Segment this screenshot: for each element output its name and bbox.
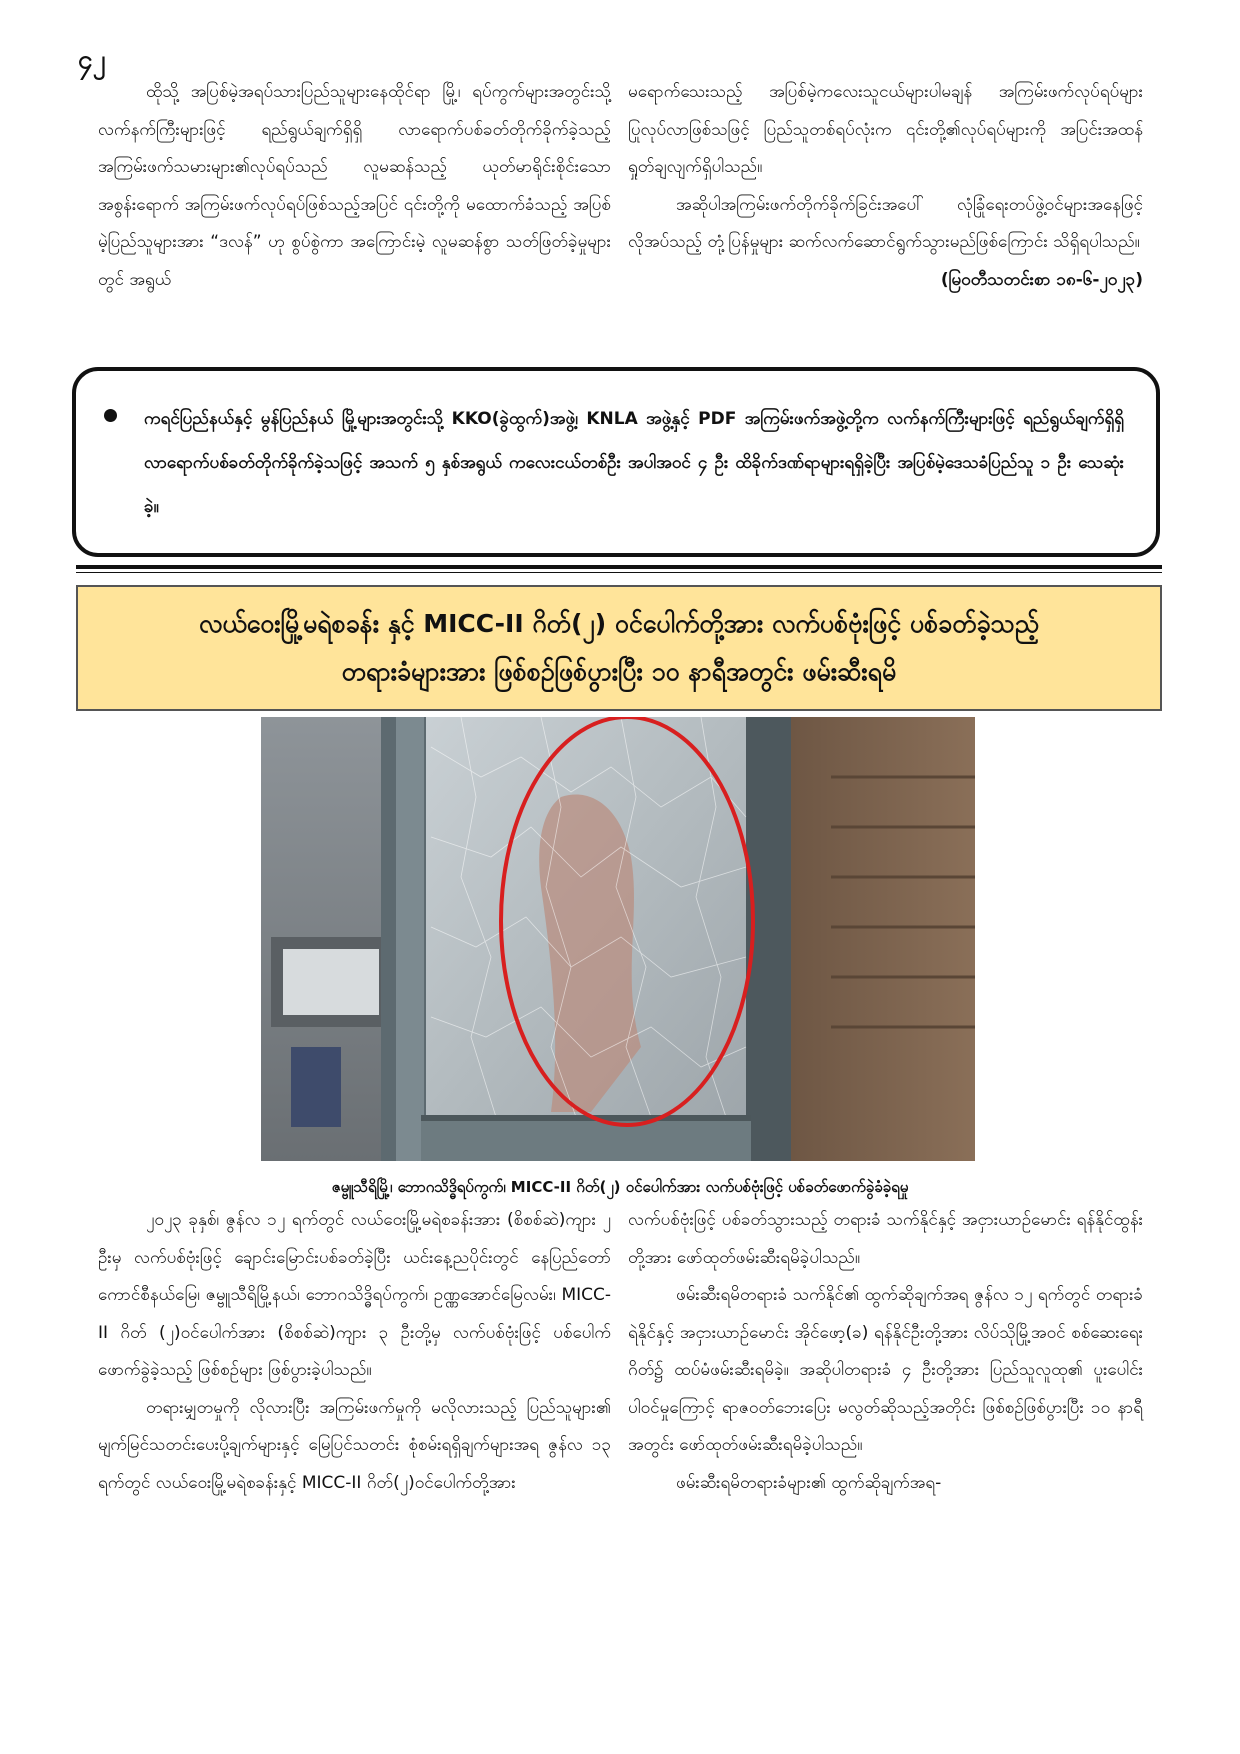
paragraph: ထိုသို့ အပြစ်မဲ့အရပ်သားပြည်သူများနေထိုင်ရာ မြို့၊ ရပ်ကွက်များအတွင်းသို့ လက်နက်ကြီးများဖြင့် ရည်ရွယ်ချက်ရှိရှိ လာရောက်ပစ်ခတ်တိုက်ခိုက်ခဲ့သည့် အကြမ်းဖက်သမားများ၏လုပ်ရပ်သည် လူမဆန်သည့် ယုတ်မာရိုင်းစိုင်းသော အစွန်းရောက် အကြမ်းဖက်လုပ်ရပ်ဖြစ်သည့်အပြင် ၎င်းတို့ကို မထောက်ခံသည့် အပြစ်မဲ့ပြည်သူများအား “ဒလန်” ဟု စွပ်စွဲကာ အကြောင်းမဲ့ လူမဆန်စွာ သတ်ဖြတ်ခဲ့မှုများတွင် အရွယ် <box>98 82 611 290</box>
paragraph: လက်ပစ်ဗုံးဖြင့် ပစ်ခတ်သွားသည့် တရားခံ သက်နိုင်နှင့် အငှားယာဉ်မောင်း ရန်နိုင်ထွန်းတို့အား ဖော်ထုတ်ဖမ်းဆီးရမိခဲ့ပါသည်။ <box>628 1210 1143 1268</box>
paragraph: အဆိုပါအကြမ်းဖက်တိုက်ခိုက်ခြင်းအပေါ် လုံခြုံရေးတပ်ဖွဲ့ဝင်များအနေဖြင့် လိုအပ်သည့် တုံ့ပြန်မှုများ ဆက်လက်ဆောင်ရွက်သွားမည်ဖြစ်ကြောင်း သိရှိရပါသည်။ <box>628 194 1143 252</box>
bottom-left-column <box>98 1202 611 1502</box>
bullet-icon <box>104 409 117 422</box>
summary-text: ကရင်ပြည်နယ်နှင့် မွန်ပြည်နယ် မြို့များအတွင်းသို့ KKO(ခွဲထွက်)အဖွဲ့၊ KNLA အဖွဲ့နှင့် PDF အကြမ်းဖက်အဖွဲ့တို့က လက်နက်ကြီးများဖြင့် ရည်ရွယ်ချက်ရှိရှိ လာရောက်ပစ်ခတ်တိုက်ခိုက်ခဲ့သဖြင့် အသက် ၅ နှစ်အရွယ် ကလေးငယ်တစ်ဦး အပါအဝင် ၄ ဦး ထိခိုက်ဒဏ်ရာများရရှိခဲ့ပြီး အပြစ်မဲ့ဒေသခံပြည်သူ ၁ ဦး သေဆုံးခဲ့။ <box>144 409 1124 517</box>
paragraph: တရားမျှတမှုကို လိုလားပြီး အကြမ်းဖက်မှုကို မလိုလားသည့် ပြည်သူများ၏ မျက်မြင်သတင်းပေးပို့ချက်များနှင့် မြေပြင်သတင်း စုံစမ်းရရှိချက်များအရ ဇွန်လ ၁၃ ရက်တွင် လယ်ဝေးမြို့မရဲစခန်းနှင့် MICC-II ဂိတ်(၂)ဝင်ပေါက်တို့အား <box>98 1397 611 1493</box>
divider <box>76 565 1162 569</box>
paragraph: မရောက်သေးသည့် အပြစ်မဲ့ကလေးသူငယ်များပါမချန် အကြမ်းဖက်လုပ်ရပ်များ ပြုလုပ်လာဖြစ်သဖြင့် ပြည်သူတစ်ရပ်လုံးက ၎င်းတို့၏လုပ်ရပ်များကို အပြင်းအထန် ရှုတ်ချလျက်ရှိပါသည်။ <box>628 82 1143 177</box>
page-number: ၄၂ <box>78 45 106 75</box>
summary-box <box>72 367 1160 557</box>
top-right-column <box>628 74 1143 299</box>
headline-banner <box>76 585 1162 711</box>
headline-line-2: တရားခံများအား ဖြစ်စဉ်ဖြစ်ပွားပြီး ၁၀ နာရီအတွင်း ဖမ်းဆီးရမိ <box>341 657 897 686</box>
news-source: (မြဝတီသတင်းစာ ၁၈-၆-၂၀၂၃) <box>940 269 1143 290</box>
bottom-right-column <box>628 1202 1143 1502</box>
paragraph: ဖမ်းဆီးရမိတရားခံ သက်နိုင်၏ ထွက်ဆိုချက်အရ ဇွန်လ ၁၂ ရက်တွင် တရားခံ ရဲနိုင်နှင့် အငှားယာဉ်မောင်း အိုင်ဖော့(ခ) ရန်နိုင်ဦးတို့အား လိပ်သိုမြို့အဝင် စစ်ဆေးရေးဂိတ်၌ ထပ်မံဖမ်းဆီးရမိခဲ့။ အဆိုပါတရားခံ ၄ ဦးတို့အား ပြည်သူလူထု၏ ပူးပေါင်းပါဝင်မှုကြောင့် ရာဇဝတ်ဘေးပြေး မလွတ်ဆိုသည့်အတိုင်း ဖြစ်စဉ်ဖြစ်ပွားပြီး ၁၀ နာရီ အတွင်း ဖော်ထုတ်ဖမ်းဆီးရမိခဲ့ပါသည်။ <box>628 1285 1143 1455</box>
divider <box>76 572 1162 573</box>
paragraph: ဖမ်းဆီးရမိတရားခံများ၏ ထွက်ဆိုချက်အရ- <box>676 1472 942 1493</box>
top-left-column <box>98 74 611 299</box>
paragraph: ၂၀၂၃ ခုနှစ်၊ ဇွန်လ ၁၂ ရက်တွင် လယ်ဝေးမြို့မရဲစခန်းအား (စိစစ်ဆဲ)ကျား ၂ ဦးမှ လက်ပစ်ဗုံးဖြင့် ချောင်းမြောင်းပစ်ခတ်ခဲ့ပြီး ယင်းနေ့ညပိုင်းတွင် နေပြည်တော်ကောင်စီနယ်မြေ၊ ဇမ္ဗူသီရိမြို့နယ်၊ ဘောဂသိဒ္ဓိရပ်ကွက်၊ ဥဏ္ဏအောင်မြေလမ်း၊ MICC-II ဂိတ် (၂)ဝင်ပေါက်အား (စိစစ်ဆဲ)ကျား ၃ ဦးတို့မှ လက်ပစ်ဗုံးဖြင့် ပစ်ပေါက်ဖောက်ခွဲခဲ့သည့် ဖြစ်စဉ်များ ဖြစ်ပွားခဲ့ပါသည်။ <box>98 1210 611 1380</box>
headline-line-1: လယ်ဝေးမြို့မရဲစခန်း နှင့် MICC-II ဂိတ်(၂) ဝင်ပေါက်တို့အား လက်ပစ်ဗုံးဖြင့် ပစ်ခတ်ခဲ့သည့် <box>198 609 1039 638</box>
news-photo <box>261 717 975 1161</box>
broken-glass-door-image <box>261 717 975 1161</box>
photo-caption: ဇမ္ဗူသီရိမြို့၊ ဘောဂသိဒ္ဓိရပ်ကွက်၊ MICC-II ဂိတ်(၂) ဝင်ပေါက်အား လက်ပစ်ဗုံးဖြင့် ပစ်ခတ်ဖောက်ခွဲခံခဲ့ရမှု <box>331 1178 909 1196</box>
